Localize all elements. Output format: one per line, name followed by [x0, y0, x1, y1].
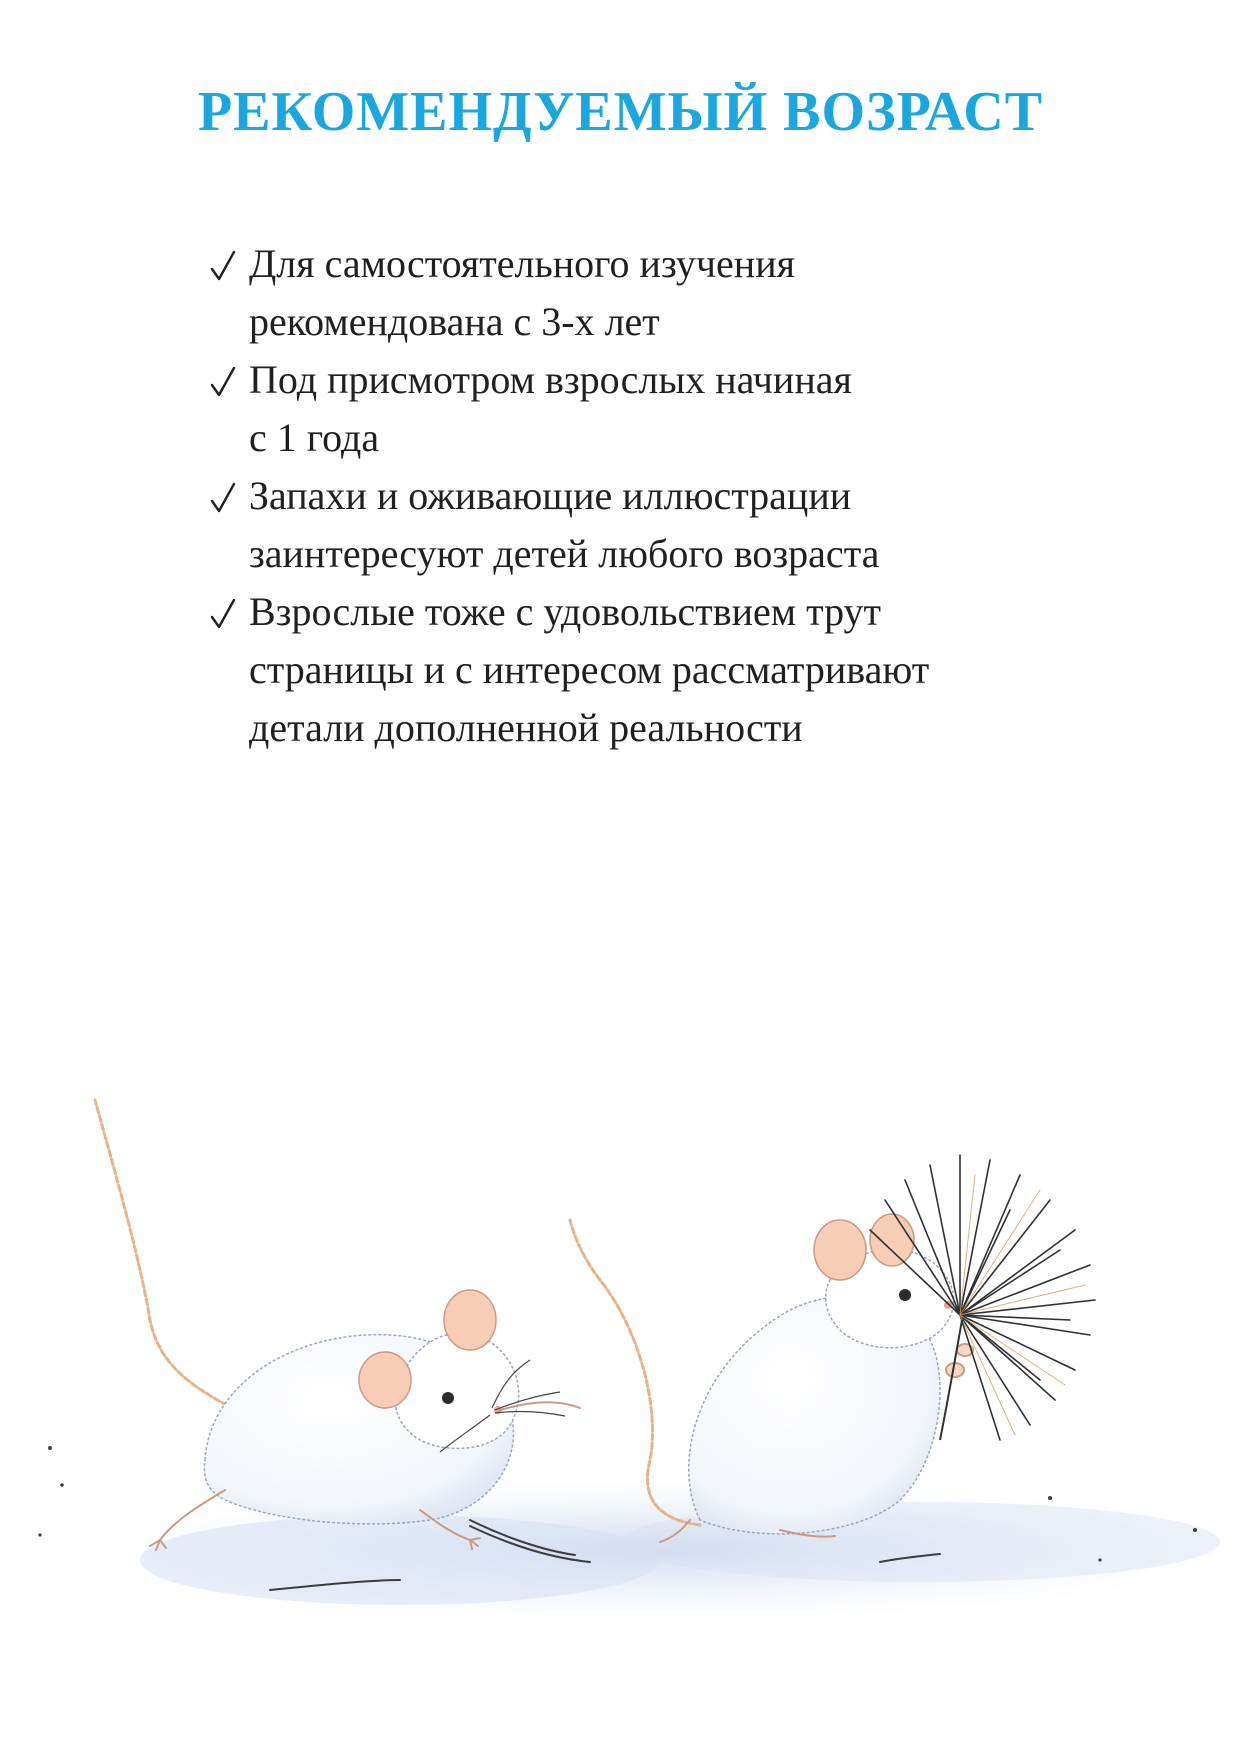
grass-stem: [940, 1320, 962, 1440]
mice-illustration: [0, 1080, 1241, 1640]
feature-line: Взрослые тоже с удовольствием трут: [249, 589, 882, 634]
left-mouse-eye: [442, 1392, 454, 1404]
feature-item: [205, 351, 1105, 467]
feature-line: Запахи и оживающие иллюстрации: [249, 473, 852, 518]
left-mouse-tail: [95, 1100, 235, 1410]
left-mouse-ear: [444, 1290, 496, 1350]
right-mouse-ear: [814, 1220, 866, 1280]
check-icon: [209, 249, 237, 283]
check-icon: [209, 365, 237, 399]
left-mouse-ear: [359, 1352, 411, 1408]
right-mouse-tail: [570, 1220, 700, 1525]
ground-shadow: [140, 1515, 660, 1605]
check-icon: [209, 481, 237, 515]
feature-item: [205, 467, 1105, 583]
feature-line: Для самостоятельного изучения: [249, 241, 795, 286]
check-icon: [209, 597, 237, 631]
feature-line: страницы и с интересом рассматривают: [249, 647, 930, 692]
feature-line: заинтересуют детей любого возраста: [249, 531, 880, 576]
feature-line: детали дополненной реальности: [249, 705, 803, 750]
right-mouse-eye: [899, 1289, 911, 1301]
feature-line: Под присмотром взрослых начиная: [249, 357, 852, 402]
feature-item: [205, 583, 1105, 757]
feature-item: [205, 235, 1105, 351]
page-title: РЕКОМЕНДУЕМЫЙ ВОЗРАСТ: [197, 81, 1044, 143]
features-list: [205, 235, 1105, 757]
right-mouse-ear: [870, 1214, 914, 1266]
feature-line: рекомендована с 3-х лет: [249, 299, 660, 344]
feature-line: с 1 года: [249, 415, 380, 460]
